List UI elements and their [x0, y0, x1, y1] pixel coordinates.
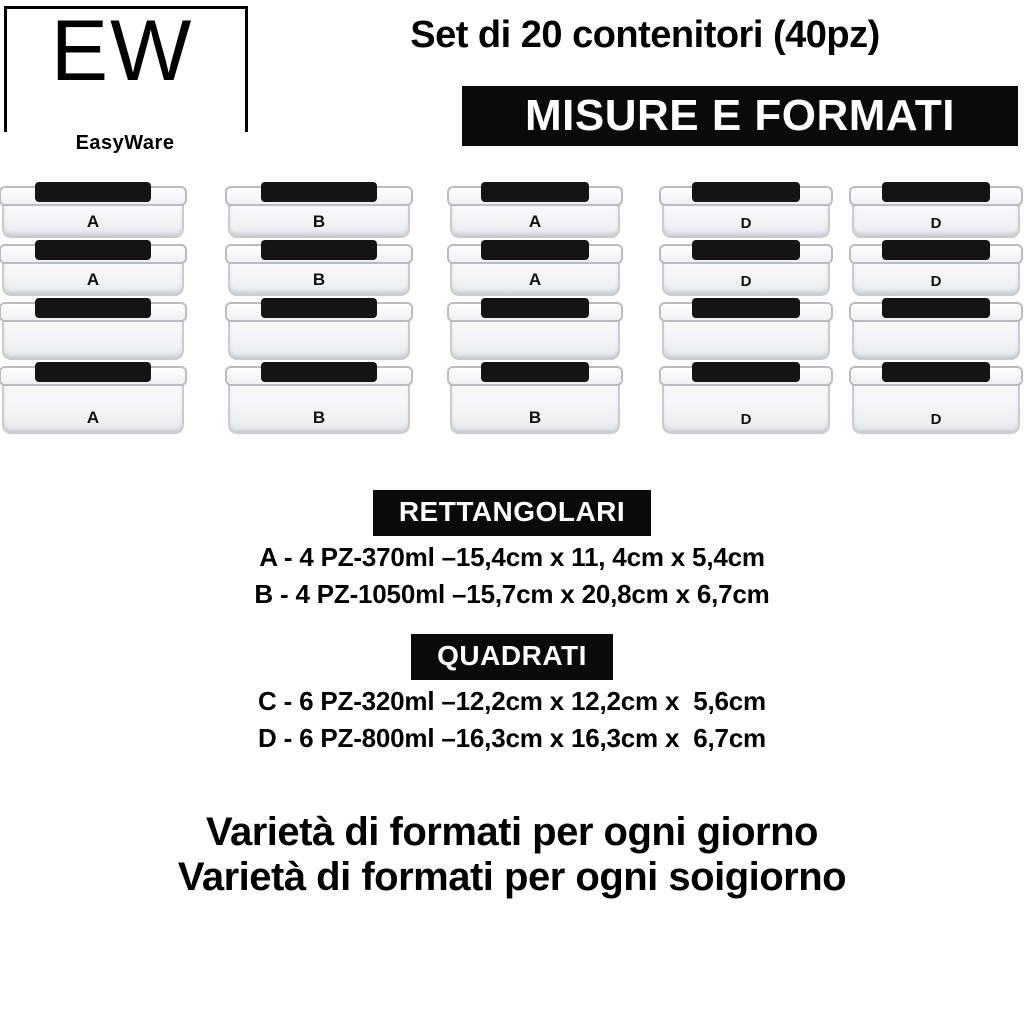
container-label: D [740, 273, 752, 290]
container-lid-clip [692, 362, 800, 382]
section-quadrati [0, 634, 1024, 754]
container-label: B [312, 270, 326, 289]
container-lid-clip [261, 182, 378, 202]
container-lid-clip [882, 240, 990, 260]
container-label: B [312, 212, 326, 231]
section-banner-quadrati: QUADRATI [411, 634, 613, 680]
header [0, 0, 1024, 176]
container-grid [0, 178, 1024, 468]
container-label: A [86, 408, 100, 427]
container-lid-clip [35, 240, 152, 260]
container-lid-clip [882, 298, 990, 318]
container-lid-clip [692, 182, 800, 202]
container-lid-clip [261, 362, 378, 382]
container-item [662, 298, 830, 360]
container-lid-clip [481, 362, 590, 382]
section-rettangolari [0, 490, 1024, 610]
container-lid-clip [261, 298, 378, 318]
container-item [2, 298, 184, 360]
container-label: D [930, 411, 942, 428]
container-lid-clip [35, 298, 152, 318]
container-lid-clip [692, 240, 800, 260]
container-item [450, 362, 620, 434]
container-item [228, 182, 410, 238]
container-item [450, 298, 620, 360]
container-item [2, 240, 184, 296]
container-label: D [930, 215, 942, 232]
container-label: A [528, 212, 542, 231]
container-lid-clip [261, 240, 378, 260]
page-title: Set di 20 contenitori (40pz) [410, 14, 880, 56]
container-item [852, 240, 1020, 296]
spec-line-c: C - 6 PZ-320ml –12,2cm x 12,2cm x 5,6cm [258, 686, 766, 716]
brand-logo-mark: EW [50, 3, 194, 99]
container-lid-clip [481, 240, 590, 260]
container-lid-clip [35, 182, 152, 202]
tagline-secondary: Varietà di formati per ogni soigiorno [177, 854, 847, 899]
container-item [662, 362, 830, 434]
container-item [662, 240, 830, 296]
container-item [228, 240, 410, 296]
container-item [852, 298, 1020, 360]
spec-line-d: D - 6 PZ-800ml –16,3cm x 16,3cm x 6,7cm [258, 723, 766, 753]
container-lid-clip [882, 362, 990, 382]
container-lid-clip [481, 182, 590, 202]
container-item [450, 240, 620, 296]
container-label: B [528, 408, 542, 427]
container-item [2, 362, 184, 434]
spec-line-b: B - 4 PZ-1050ml –15,7cm x 20,8cm x 6,7cm [254, 579, 770, 609]
container-lid-clip [35, 362, 152, 382]
container-label: D [930, 273, 942, 290]
container-label: A [86, 270, 100, 289]
container-item [662, 182, 830, 238]
spec-line-a: A - 4 PZ-370ml –15,4cm x 11, 4cm x 5,4cm [259, 542, 765, 572]
section-banner-rettangolari: RETTANGOLARI [373, 490, 651, 536]
measures-banner: MISURE E FORMATI [462, 86, 1018, 146]
container-label: D [740, 411, 752, 428]
container-lid-clip [692, 298, 800, 318]
brand-name: EasyWare [0, 132, 250, 155]
container-label: B [312, 408, 326, 427]
container-item [450, 182, 620, 238]
tagline-primary: Varietà di formati per ogni giorno [206, 810, 818, 854]
container-item [852, 362, 1020, 434]
container-item [228, 298, 410, 360]
container-item [228, 362, 410, 434]
container-label: A [528, 270, 542, 289]
container-lid-clip [481, 298, 590, 318]
container-label: D [740, 215, 752, 232]
container-item [2, 182, 184, 238]
container-label: A [86, 212, 100, 231]
container-item [852, 182, 1020, 238]
container-lid-clip [882, 182, 990, 202]
